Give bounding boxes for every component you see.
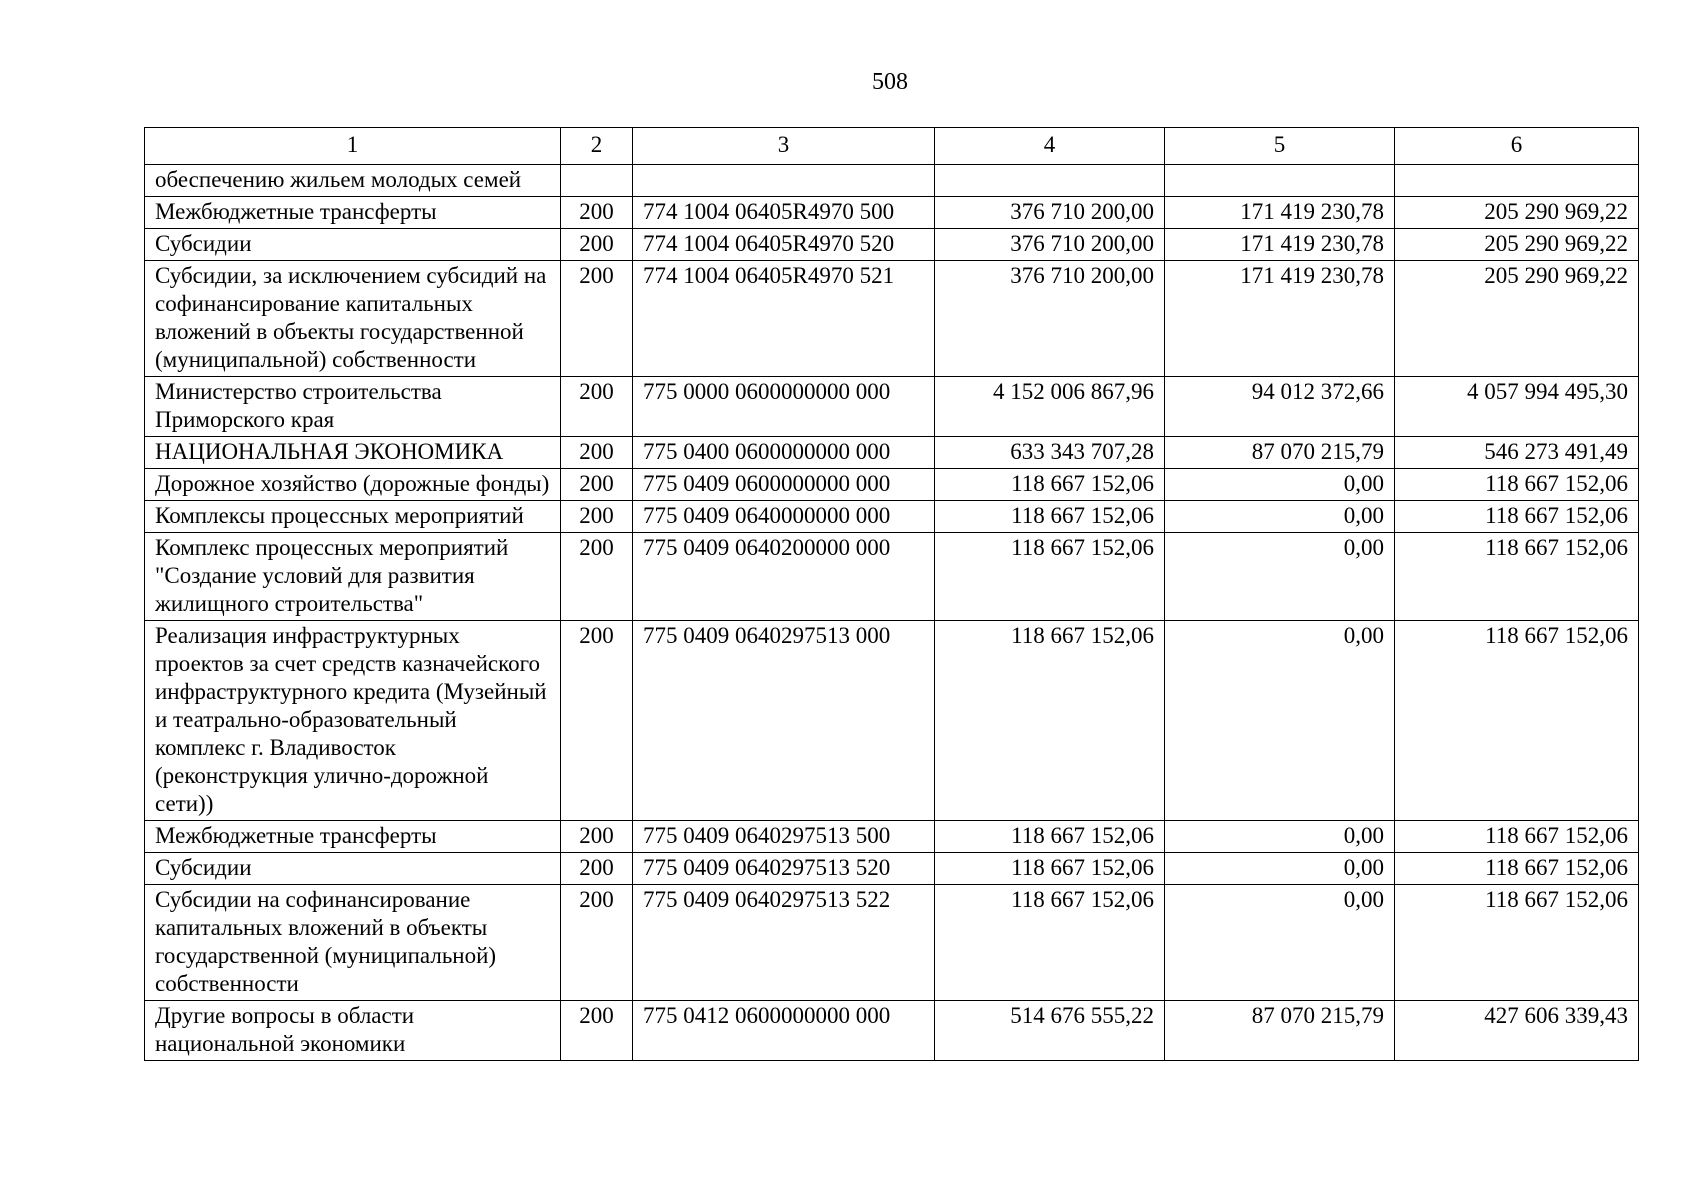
row-name-cell: Комплекс процессных мероприятий "Создание условий для развития жилищного строительства" (145, 533, 561, 621)
row-name-cell: НАЦИОНАЛЬНАЯ ЭКОНОМИКА (145, 437, 561, 469)
row-name-cell: Субсидии, за исключением субсидий на софинансирование капитальных вложений в объекты государственной (муниципальной) собственности (145, 261, 561, 377)
row-code-cell: 200 (561, 853, 633, 885)
row-kbk-cell: 775 0400 0600000000 000 (633, 437, 935, 469)
row-name-cell: обеспечению жильем молодых семей (145, 165, 561, 197)
row-kbk-cell: 774 1004 06405R4970 500 (633, 197, 935, 229)
table-row (145, 437, 1639, 469)
column-header-1: 1 (145, 128, 561, 165)
row-code-cell: 200 (561, 437, 633, 469)
row-value-6-cell: 118 667 152,06 (1395, 533, 1639, 621)
row-value-5-cell: 171 419 230,78 (1165, 261, 1395, 377)
row-value-6-cell: 205 290 969,22 (1395, 261, 1639, 377)
row-code-cell: 200 (561, 885, 633, 1001)
column-header-6: 6 (1395, 128, 1639, 165)
row-name-cell: Другие вопросы в области национальной экономики (145, 1001, 561, 1061)
row-name-cell: Субсидии на софинансирование капитальных вложений в объекты государственной (муниципальной) собственности (145, 885, 561, 1001)
row-name-cell: Реализация инфраструктурных проектов за счет средств казначейского инфраструктурного кредита (Музейный и театрально-образовательный комплекс г. Владивосток (реконструкция улично-дорожной сети)) (145, 621, 561, 821)
row-value-6-cell: 4 057 994 495,30 (1395, 377, 1639, 437)
row-name-cell: Комплексы процессных мероприятий (145, 501, 561, 533)
row-code-cell: 200 (561, 1001, 633, 1061)
row-value-5-cell: 94 012 372,66 (1165, 377, 1395, 437)
row-kbk-cell: 775 0409 0640297513 522 (633, 885, 935, 1001)
table-row (145, 197, 1639, 229)
column-header-4: 4 (935, 128, 1165, 165)
row-code-cell: 200 (561, 377, 633, 437)
table-row (145, 821, 1639, 853)
row-value-4-cell: 633 343 707,28 (935, 437, 1165, 469)
row-name-cell: Межбюджетные трансферты (145, 197, 561, 229)
row-value-5-cell: 171 419 230,78 (1165, 197, 1395, 229)
page-number: 508 (872, 69, 908, 95)
row-value-6-cell: 427 606 339,43 (1395, 1001, 1639, 1061)
row-value-5-cell: 87 070 215,79 (1165, 1001, 1395, 1061)
row-kbk-cell: 775 0409 0640297513 520 (633, 853, 935, 885)
row-name-cell: Субсидии (145, 853, 561, 885)
row-value-5-cell: 0,00 (1165, 885, 1395, 1001)
row-kbk-cell: 775 0412 0600000000 000 (633, 1001, 935, 1061)
table-row (145, 885, 1639, 1001)
row-value-5-cell: 0,00 (1165, 501, 1395, 533)
row-name-cell: Субсидии (145, 229, 561, 261)
row-name-cell: Межбюджетные трансферты (145, 821, 561, 853)
table-body (145, 165, 1639, 1061)
row-value-4-cell: 118 667 152,06 (935, 533, 1165, 621)
header-row (145, 128, 1639, 165)
table-row (145, 229, 1639, 261)
row-name-cell: Дорожное хозяйство (дорожные фонды) (145, 469, 561, 501)
row-value-5-cell: 0,00 (1165, 469, 1395, 501)
row-value-6-cell: 546 273 491,49 (1395, 437, 1639, 469)
budget-table (144, 127, 1639, 1061)
table-row (145, 165, 1639, 197)
row-code-cell: 200 (561, 501, 633, 533)
row-code-cell: 200 (561, 261, 633, 377)
table-row (145, 1001, 1639, 1061)
row-value-4-cell: 118 667 152,06 (935, 821, 1165, 853)
row-value-4-cell: 118 667 152,06 (935, 469, 1165, 501)
column-header-2: 2 (561, 128, 633, 165)
row-value-4-cell: 118 667 152,06 (935, 885, 1165, 1001)
row-value-6-cell: 118 667 152,06 (1395, 469, 1639, 501)
row-kbk-cell (633, 165, 935, 197)
row-code-cell (561, 165, 633, 197)
row-kbk-cell: 775 0409 0640000000 000 (633, 501, 935, 533)
row-value-5-cell: 0,00 (1165, 821, 1395, 853)
row-value-6-cell: 118 667 152,06 (1395, 621, 1639, 821)
table-row (145, 377, 1639, 437)
row-kbk-cell: 774 1004 06405R4970 520 (633, 229, 935, 261)
row-value-6-cell: 205 290 969,22 (1395, 197, 1639, 229)
row-value-6-cell (1395, 165, 1639, 197)
row-value-4-cell: 376 710 200,00 (935, 261, 1165, 377)
row-name-cell: Министерство строительства Приморского края (145, 377, 561, 437)
row-code-cell: 200 (561, 197, 633, 229)
row-kbk-cell: 775 0409 0640297513 500 (633, 821, 935, 853)
row-kbk-cell: 775 0409 0640200000 000 (633, 533, 935, 621)
row-kbk-cell: 775 0409 0600000000 000 (633, 469, 935, 501)
table-row (145, 621, 1639, 821)
row-value-4-cell: 118 667 152,06 (935, 501, 1165, 533)
row-value-4-cell (935, 165, 1165, 197)
row-code-cell: 200 (561, 821, 633, 853)
row-value-6-cell: 118 667 152,06 (1395, 821, 1639, 853)
row-value-4-cell: 376 710 200,00 (935, 197, 1165, 229)
table-row (145, 261, 1639, 377)
row-value-5-cell (1165, 165, 1395, 197)
row-value-4-cell: 118 667 152,06 (935, 621, 1165, 821)
row-value-5-cell: 0,00 (1165, 853, 1395, 885)
row-value-5-cell: 87 070 215,79 (1165, 437, 1395, 469)
row-value-6-cell: 118 667 152,06 (1395, 885, 1639, 1001)
table-row (145, 501, 1639, 533)
row-value-4-cell: 514 676 555,22 (935, 1001, 1165, 1061)
row-kbk-cell: 774 1004 06405R4970 521 (633, 261, 935, 377)
row-value-5-cell: 0,00 (1165, 533, 1395, 621)
row-kbk-cell: 775 0000 0600000000 000 (633, 377, 935, 437)
table-header (145, 128, 1639, 165)
table-row (145, 853, 1639, 885)
table-row (145, 533, 1639, 621)
row-value-6-cell: 205 290 969,22 (1395, 229, 1639, 261)
row-value-5-cell: 0,00 (1165, 621, 1395, 821)
row-code-cell: 200 (561, 469, 633, 501)
row-code-cell: 200 (561, 229, 633, 261)
row-value-6-cell: 118 667 152,06 (1395, 501, 1639, 533)
row-value-4-cell: 118 667 152,06 (935, 853, 1165, 885)
row-value-4-cell: 376 710 200,00 (935, 229, 1165, 261)
row-kbk-cell: 775 0409 0640297513 000 (633, 621, 935, 821)
row-code-cell: 200 (561, 533, 633, 621)
row-code-cell: 200 (561, 621, 633, 821)
table-row (145, 469, 1639, 501)
column-header-3: 3 (633, 128, 935, 165)
row-value-4-cell: 4 152 006 867,96 (935, 377, 1165, 437)
column-header-5: 5 (1165, 128, 1395, 165)
row-value-6-cell: 118 667 152,06 (1395, 853, 1639, 885)
row-value-5-cell: 171 419 230,78 (1165, 229, 1395, 261)
